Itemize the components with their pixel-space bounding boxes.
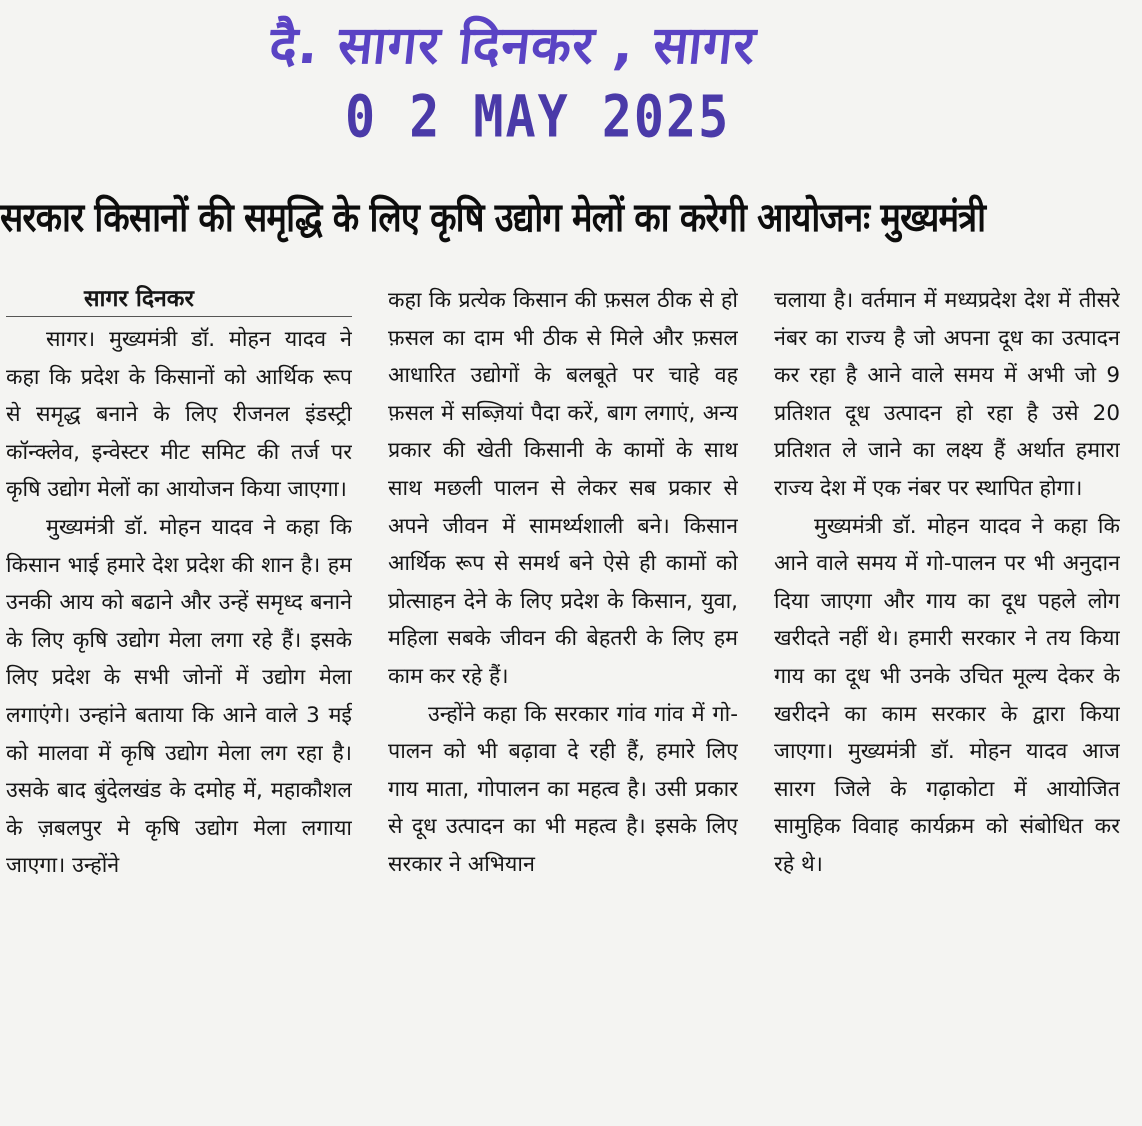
- paragraph: सागर। मुख्यमंत्री डॉ. मोहन यादव ने कहा कि प्रदेश के किसानों को आर्थिक रूप से समृद्ध बनाने के लिए रीजनल इंडस्ट्री कॉन्क्लेव, इन्वेस्टर मीट समिट की तर्ज पर कृषि उद्योग मेलों का आयोजन किया जाएगा।: [6, 327, 352, 503]
- stamp-publication-name: दै. सागर दिनकर , सागर: [266, 16, 759, 76]
- paragraph: चलाया है। वर्तमान में मध्यप्रदेश देश में तीसरे नंबर का राज्य है जो अपना दूध का उत्पादन कर रहा है आने वाले समय में अभी जो 9 प्रतिशत दूध उत्पादन हो रहा है उसे 20 प्रतिशत ले जाने का लक्ष्य हैं अर्थात हमारा राज्य देश में एक नंबर पर स्थापित होगा।: [774, 288, 1120, 501]
- paragraph: मुख्यमंत्री डॉ. मोहन यादव ने कहा कि किसान भाई हमारे देश प्रदेश की शान है। हम उनकी आय को बढाने और उन्हें समृध्द बनाने के लिए कृषि उद्योग मेला लगा रहे हैं। इसके लिए प्रदेश के सभी जोनों में उद्योग मेला लगाएंगे। उन्हांने बताया कि आने वाले 3 मई को मालवा में कृषि उद्योग मेला लग रहा है। उसके बाद बुंदेलखंड के दमोह में, महाकौशल के ज़बलपुर मे कृषि उद्योग मेला लगाया जाएगा। उन्होंने: [6, 514, 352, 879]
- paragraph: मुख्यमंत्री डॉ. मोहन यादव ने कहा कि आने वाले समय में गो-पालन पर भी अनुदान दिया जाएगा और गाय का दूध पहले लोग खरीदते नहीं थे। हमारी सरकार ने तय किया गाय का दूध भी उनके उचित मूल्य देकर के खरीदने का काम सरकार के द्वारा किया जाएगा। मुख्यमंत्री डॉ. मोहन यादव आज सारग जिले के गढ़ाकोटा में आयोजित सामुहिक विवाह कार्यक्रम को संबोधित कर रहे थे।: [774, 513, 1120, 877]
- paragraph: कहा कि प्रत्येक किसान की फ़सल ठीक से हो फ़सल का दाम भी ठीक से मिले और फ़सल आधारित उद्योगों के बलबूते पर चाहे वह फ़सल में सब्ज़ियां पैदा करें, बाग लगाएं, अन्य प्रकार की खेती किसानी के कामों के साथ साथ मछली पालन से लेकर सब प्रकार से अपने जीवन में सामर्थ्यशाली बने। किसान आर्थिक रूप से समर्थ बने ऐसे ही कामों को प्रोत्साहन देने के लिए प्रदेश के किसान, युवा, महिला सबके जीवन की बेहतरी के लिए हम काम कर रहे हैं।: [388, 288, 738, 689]
- paragraph: उन्होंने कहा कि सरकार गांव गांव में गो-पालन को भी बढ़ावा दे रही हैं, हमारे लिए गाय माता, गोपालन का महत्व है। उसी प्रकार से दूध उत्पादन का भी महत्व है। इसके लिए सरकार ने अभियान: [388, 701, 738, 877]
- article-headline: सरकार किसानों की समृद्धि के लिए कृषि उद्योग मेलों का करेगी आयोजनः मुख्यमंत्री: [0, 195, 986, 241]
- article-column-3: [774, 282, 1120, 1126]
- byline: सागर दिनकर: [6, 282, 352, 317]
- article-column-2: [388, 282, 738, 1126]
- article-column-1: [6, 282, 352, 1126]
- stamp-date: 0 2 MAY 2025: [345, 83, 731, 151]
- newspaper-stamp: [0, 0, 1142, 170]
